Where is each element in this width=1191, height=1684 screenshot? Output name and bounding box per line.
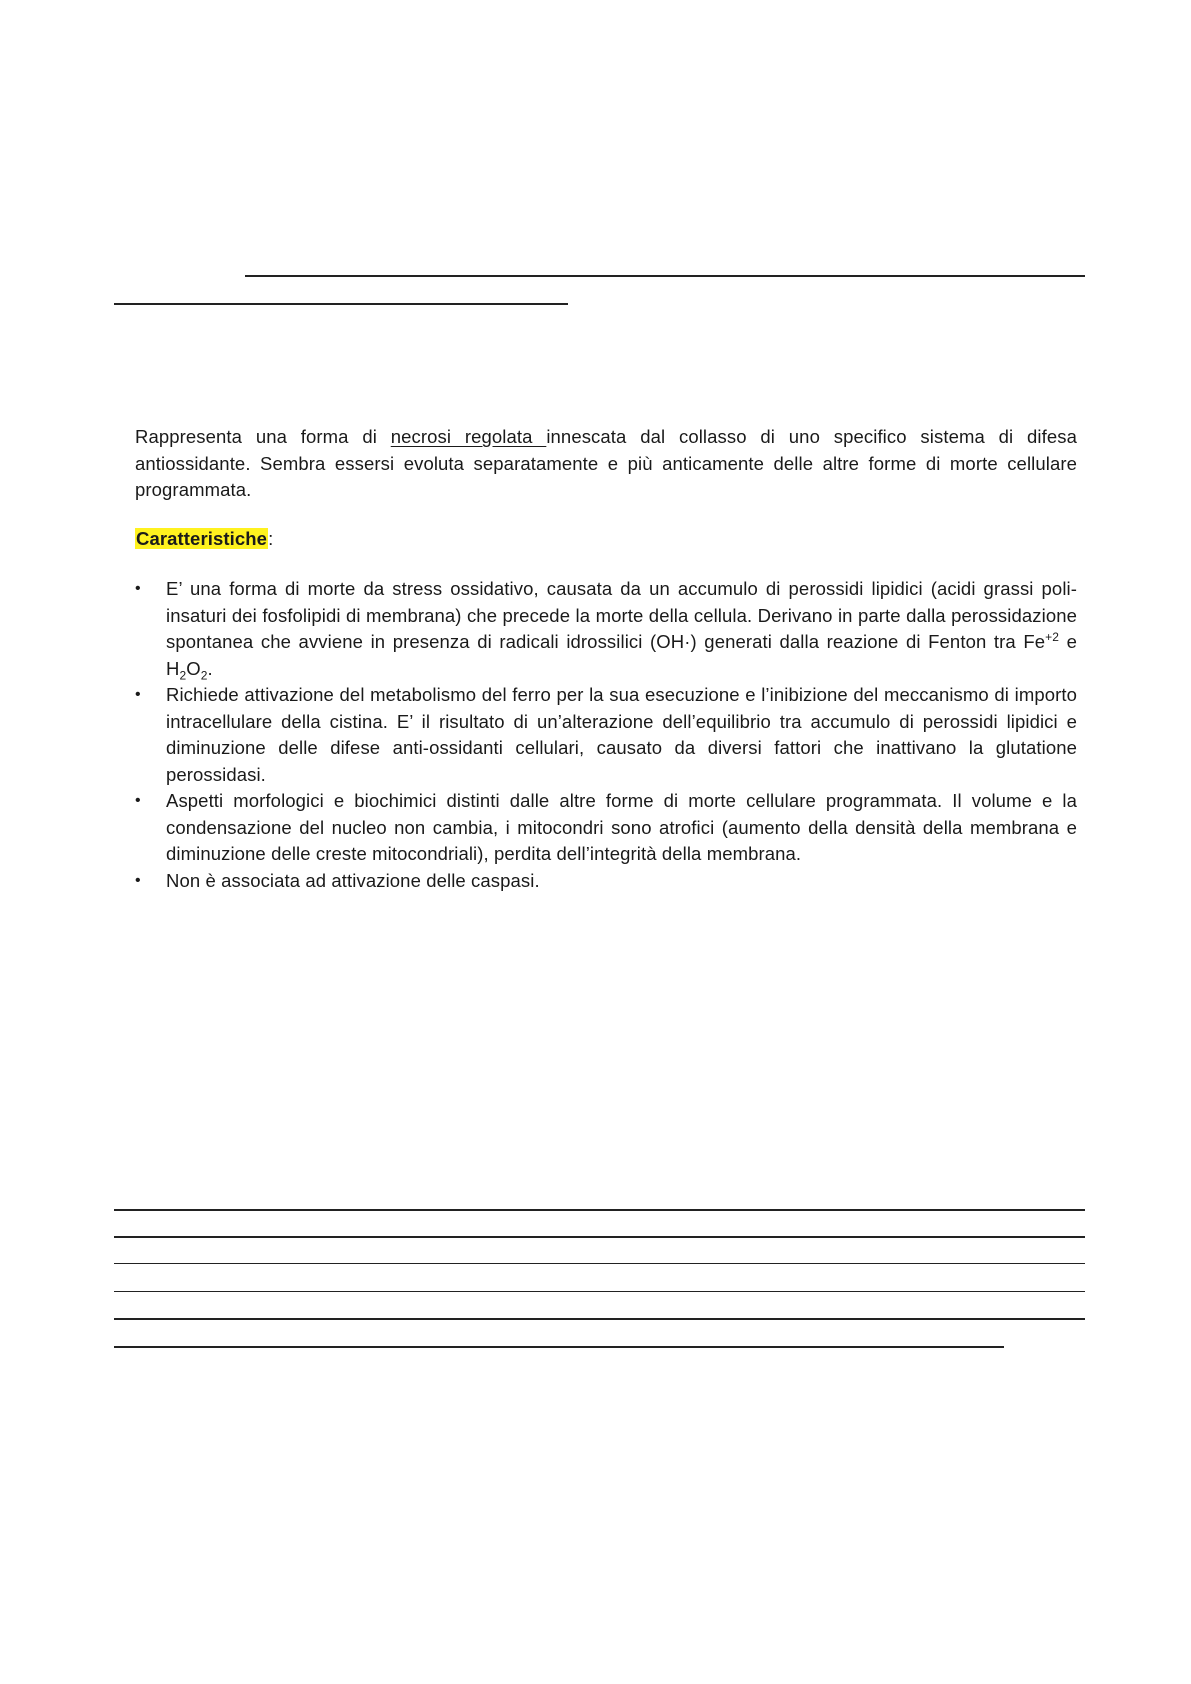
bottom-writing-line-2 [114, 1236, 1085, 1238]
bullet-1-text: E’ una forma di morte da stress ossidativo, causata da un accumulo di perossidi lipidici (acidi grassi poli-insaturi dei fosfolipidi di membrana) che precede la morte della cellula. Derivano in parte dalla perossidazione spontanea che avviene in presenza di radicali idrossilici (OH·) generati dalla reazione di Fenton tra Fe [166, 578, 1077, 652]
bottom-writing-line-3 [114, 1263, 1085, 1264]
bullet-1-end: . [207, 657, 213, 679]
o2-subscript: 2 [200, 668, 208, 683]
bottom-writing-line-6 [114, 1346, 1004, 1348]
bullet-2-text: Richiede attivazione del metabolismo del ferro per la sua esecuzione e l’inibizione del meccanismo di importo intracellulare della cistina. E’ il risultato di un’alterazione dell’equilibrio tra accumulo di perossidi lipidici e diminuzione delle difese anti-ossidanti cellulari, causato da diversi fattori che inattivano la glutatione perossidasi. [166, 684, 1077, 785]
necrosi-regolata-term: necrosi regolata [390, 426, 547, 447]
bottom-writing-line-5 [114, 1318, 1085, 1320]
bottom-writing-line-4 [114, 1291, 1085, 1292]
bullet-4-text: Non è associata ad attivazione delle caspasi. [166, 869, 540, 891]
oxygen-symbol: O [186, 657, 201, 679]
characteristics-list [135, 576, 1077, 894]
heading-colon: : [268, 527, 274, 549]
intro-text-end: innescata dal collasso di uno specifico sistema di difesa antiossidante. Sembra essersi evoluta separatamente e più anticamente delle altre forme di morte cellulare programmata. [135, 426, 1077, 500]
iron-charge: +2 [1045, 629, 1060, 644]
bullet-1-and: e H [166, 631, 1077, 679]
bullet-icon: • [135, 580, 141, 597]
bullet-icon: • [135, 871, 141, 889]
document-body [135, 424, 1077, 894]
h2-subscript: 2 [179, 668, 187, 683]
top-writing-line-2 [114, 303, 568, 305]
list-item [135, 868, 1077, 895]
bottom-writing-line-1 [114, 1209, 1085, 1211]
bullet-3-text: Aspetti morfologici e biochimici distinti dalle altre forme di morte cellulare programmata. Il volume e la condensazione del nucleo non cambia, i mitocondri sono atrofici (aumento della densità della membrana e diminuzione delle creste mitocondriali), perdita dell’integrità della membrana. [166, 790, 1077, 864]
intro-paragraph [135, 424, 1077, 504]
bullet-icon: • [135, 686, 141, 703]
section-heading [135, 526, 1077, 553]
bullet-icon: • [135, 792, 141, 809]
top-writing-line-1 [245, 275, 1085, 277]
caratteristiche-heading: Caratteristiche [136, 527, 268, 549]
intro-text-start: Rappresenta una forma di [135, 426, 391, 447]
list-item [135, 576, 1077, 682]
list-item [135, 788, 1077, 868]
list-item [135, 682, 1077, 788]
